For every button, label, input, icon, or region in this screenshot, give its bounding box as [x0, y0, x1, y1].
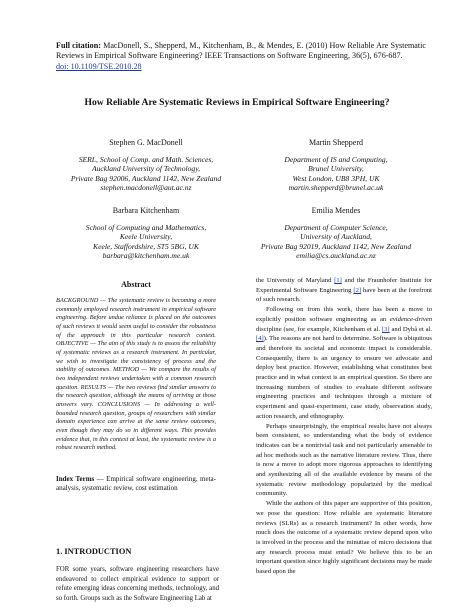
- author-affiliation-line: Keele University,: [119, 232, 173, 242]
- author-affiliation-line: Auckland University of Technology,: [91, 164, 201, 174]
- author-affiliation-line: Department of IS and Computing,: [284, 154, 388, 164]
- citation-text: MacDonell, S., Shepperd, M., Kitchenham, B., & Mendes, E. (2010) How Reliable Are Systematic Reviews in Empirical Software Engineering? IEEE Transactions on Software Engineering, 36(5), 676-687.: [56, 41, 426, 61]
- author-affiliation-line: SERL, School of Comp. and Math. Sciences,: [78, 154, 214, 164]
- index-terms-label: Index Terms: [56, 475, 95, 483]
- author-affiliation-line: School of Computing and Mathematics,: [85, 222, 207, 232]
- text-run: and Dybå et al.: [389, 325, 432, 333]
- citation-block: [56, 41, 426, 72]
- text-run: ). The reasons are not hard to determine. Software is ubiquitous and therefore its societal and economic impact is considerable. Consequently, there is an urgency to ensure we advocate and deploy best practice. However, establishing what constitutes best practice and in what context is an empirical question. So there are increasing numbers of studies to evaluate different software engineering practices and techniques through a mixture of experiment and quasi-experiment, case study, observation study, action research, and ethnography.: [256, 335, 432, 420]
- abstract-heading: Abstract: [121, 280, 151, 289]
- reference-link[interactable]: [3]: [381, 325, 390, 333]
- doi-link[interactable]: doi: 10.1109/TSE.2010.28: [56, 61, 142, 71]
- author-block: [244, 206, 428, 261]
- author-block: [56, 138, 236, 193]
- reference-link[interactable]: [4]: [256, 335, 264, 343]
- author-affiliation-line: Keele, Staffordshire, ST5 5BG, UK: [93, 241, 199, 251]
- section-heading-introduction: 1. INTRODUCTION: [56, 547, 132, 556]
- right-column: [256, 276, 432, 577]
- paragraph: Perhaps unsurprisingly, the empirical results have not always been consistent, so understanding what the body of evidence indicates can be a nontrivial task and not particularly amenable to ad hoc methods such as the narrative literature review. Thus, there is now a move to adopt more rigorous approaches to identifying and synthesizing all of the available evidence by means of the systematic review methodology popularized by the medical community.: [256, 422, 432, 498]
- text-run: the University of Maryland: [256, 277, 335, 284]
- author-block: [248, 138, 424, 193]
- text-run: and the Fraunhofer Institute for Experimental Software Engineering: [256, 277, 432, 294]
- paragraph: [256, 305, 432, 421]
- index-terms: [56, 475, 216, 493]
- author-affiliation-line: University of Auckland,: [300, 232, 372, 242]
- text-run: discipline (see, for example, Kitchenham et al.: [256, 325, 382, 333]
- paper-title: How Reliable Are Systematic Reviews in Empirical Software Engineering?: [84, 97, 390, 108]
- author-email: barbara@kitchenham.me.uk: [102, 251, 190, 261]
- paragraph: [256, 276, 432, 305]
- author-name: Emilia Mendes: [311, 206, 361, 215]
- author-email: stephen.macdonell@aut.ac.nz: [100, 183, 192, 193]
- author-name: Stephen G. MacDonell: [109, 138, 183, 147]
- author-block: [56, 206, 236, 261]
- index-terms-text: — Empirical software engineering, meta-analysis, systematic review, cost estimation: [56, 475, 216, 493]
- author-affiliation-line: West London, UB8 3PH, UK: [292, 173, 380, 183]
- text-run: have been at the forefront of such research.: [256, 286, 432, 304]
- author-email: emilia@cs.auckland.ac.nz: [296, 251, 376, 261]
- citation-label: Full citation:: [56, 41, 101, 50]
- author-affiliation-line: Department of Computer Science,: [284, 222, 388, 232]
- paragraph: While the authors of this paper are supportive of this position, we pose the question: How reliable are systematic literature reviews (SLRs) as a research instrument? In other words, how much does the outcome of a systematic review depend upon who is involved in the process and the minutiae of micro decisions that any research process must entail? We believe this to be an important question since highly significant decisions may be made based upon the: [256, 500, 432, 576]
- author-email: martin.shepperd@brunel.ac.uk: [288, 183, 384, 193]
- author-name: Barbara Kitchenham: [112, 206, 180, 215]
- text-run: Following on from this work, there has been a move to explicitly position software engineering as an: [256, 306, 432, 323]
- reference-link[interactable]: [1]: [334, 277, 342, 284]
- author-affiliation-line: Private Bag 92006, Auckland 1142, New Zealand: [70, 173, 222, 183]
- abstract-text: BACKGROUND — The systematic review is becoming a more commonly employed research instrument in empirical software engineering. Before undue reliance is placed on the outcomes of such reviews it would seem useful to consider the robustness of the approach in this particular research context. OBJECTIVE — The aim of this study is to assess the reliability of systematic reviews as a research instrument. In particular, we wish to investigate the consistency of process and the stability of outcomes. METHOD — We compare the results of two independent reviews undertaken with a common research question. RESULTS — The two reviews find similar answers to the research question, although the means of arriving at those answers vary. CONCLUSIONS — In addressing a well-bounded research question, groups of researchers with similar domain experience can arrive at the same review outcomes, even though they may do so in different ways. This provides evidence that, in this context at least, the systematic review is a robust research method.: [56, 297, 216, 452]
- author-affiliation-line: Private Bag 92019, Auckland 1142, New Zealand: [260, 241, 412, 251]
- emphasis-text: evidence-driven: [389, 315, 432, 323]
- reference-link[interactable]: [2]: [353, 286, 362, 294]
- author-name: Martin Shepperd: [309, 138, 363, 147]
- author-affiliation-line: Brunel University,: [308, 164, 364, 174]
- introduction-text: FOR some years, software engineering researchers have endeavored to collect empirical evidence to support or refute emerging ideas concerning methods, technology, and so forth. Groups such as the Software Engineering Lab at: [56, 566, 219, 602]
